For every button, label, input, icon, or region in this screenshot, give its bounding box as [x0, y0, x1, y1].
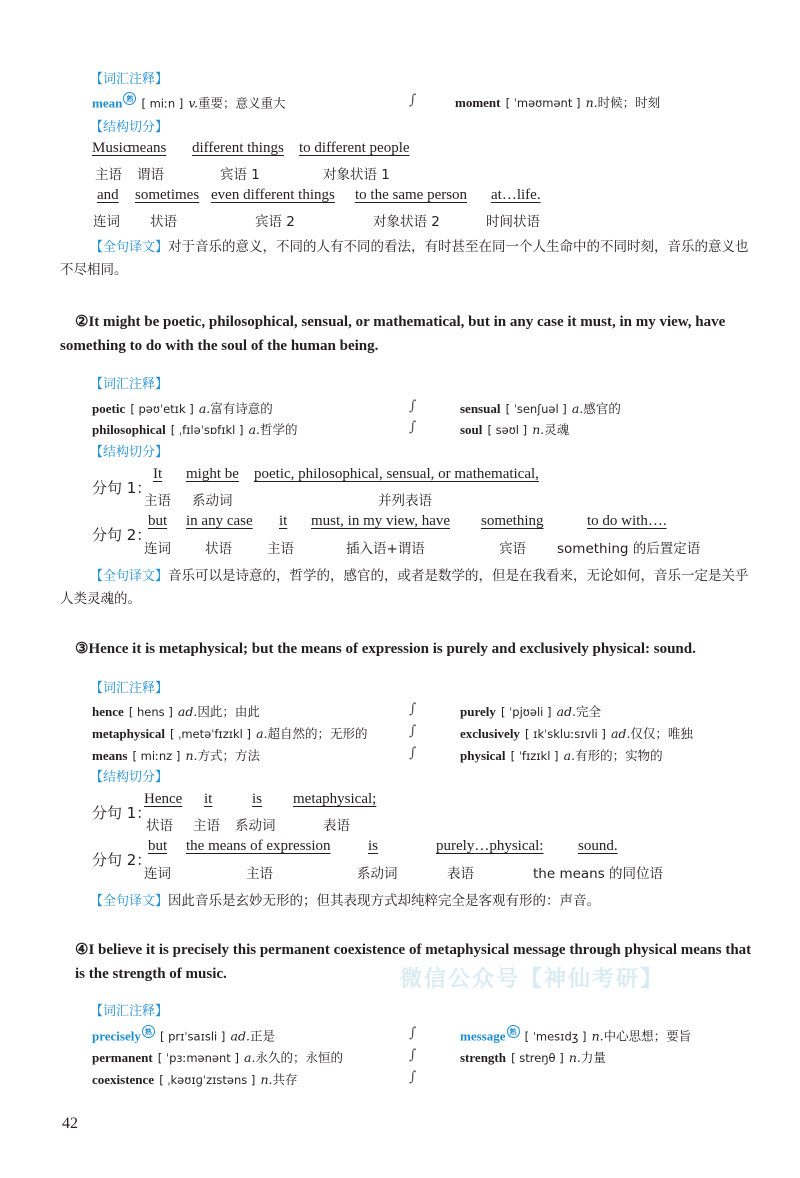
seg-zh: 对象状语 2 [373, 214, 440, 230]
seg-zh: 主语 [144, 493, 171, 509]
seg-en: It [153, 466, 163, 482]
seg-zh: 系动词 [192, 493, 233, 509]
seg-en: purely…physical: [436, 838, 544, 854]
seg-en: at…life. [491, 187, 541, 203]
seg-en: in any case [186, 513, 253, 529]
seg-en: Music [92, 140, 130, 156]
seg-en: but [148, 513, 168, 529]
seg-en: is [252, 791, 263, 807]
seg-en: it [279, 513, 288, 529]
seg-zh: 主语 [193, 818, 220, 834]
seg-en: and [97, 187, 119, 203]
vocab-entry-exclusively: exclusively [ ɪkˈskluːsɪvli ] ad.仅仅；唯独 [460, 726, 693, 741]
seg-zh: 状语 [150, 214, 177, 230]
vocab-entry-coexistence: coexistence [ ˌkəʊɪɡˈzɪstəns ] n.共存 [92, 1072, 298, 1087]
seg-en: something [481, 513, 544, 529]
seg-en: to different people [299, 140, 410, 156]
seg-zh: 谓语 [137, 167, 164, 183]
seg-en: the means of expression [186, 838, 331, 854]
structure-header-2: 【结构切分】 [90, 445, 169, 460]
translation-2: 【全句译文】音乐可以是诗意的，哲学的，感官的，或者是数学的，但是在我看来，无论如何，音乐一定是关乎人类灵魂的。 [60, 568, 749, 607]
seg-zh: 主语 [95, 167, 122, 183]
vocab-entry-message: message 熟 [ ˈmesɪdʒ ] n.中心思想；要旨 [460, 1027, 692, 1044]
vocab-entry-sensual: sensual [ ˈsenʃuəl ] a.感官的 [460, 401, 621, 416]
structure-header-0: 【结构切分】 [90, 120, 169, 135]
seg-zh: 并列表语 [378, 493, 432, 509]
separator-mark: ∫ [409, 1047, 417, 1063]
seg-en: poetic, philosophical, sensual, or mathematical, [254, 466, 539, 482]
vocab-entry-soul: soul [ səʊl ] n.灵魂 [460, 422, 570, 437]
vocab-entry-physical: physical [ ˈfɪzɪkl ] a.有形的；实物的 [460, 748, 663, 763]
separator-mark: ∫ [409, 92, 417, 108]
seg-zh: 连词 [144, 541, 171, 557]
seg-en: Hence [144, 791, 183, 807]
seg-zh: 系动词 [235, 818, 276, 834]
seg-en: sometimes [135, 187, 200, 203]
seg-zh: 状语 [205, 541, 232, 557]
vocab-header-3: 【词汇注释】 [90, 681, 169, 696]
vocab-entry-metaphysical: metaphysical [ ˌmetəˈfɪzɪkl ] a.超自然的；无形的 [92, 726, 368, 741]
page-number: 42 [62, 1115, 78, 1132]
seg-zh: 时间状语 [486, 214, 540, 230]
translation-3: 【全句译文】因此音乐是玄妙无形的；但其表现方式却纯粹完全是客观有形的：声音。 [90, 893, 601, 909]
seg-zh: 宾语 2 [255, 214, 295, 230]
sentence-number: ② [75, 314, 89, 330]
sentence-number: ④ [75, 942, 89, 958]
seg-en: sound. [578, 838, 618, 854]
separator-mark: ∫ [409, 1025, 417, 1041]
seg-en: must, in my view, have [311, 513, 451, 529]
separator-mark: ∫ [409, 419, 417, 435]
seg-zh: 插入语+谓语 [346, 541, 425, 557]
vocab-entry-means: means [ miːnz ] n.方式；方法 [92, 748, 261, 763]
familiar-badge-icon: 熟 [507, 1025, 520, 1038]
seg-en: it [204, 791, 213, 807]
clause-label: 分句 2： [92, 526, 152, 544]
seg-en: means [128, 140, 167, 156]
sentence-3: ③Hence it is metaphysical; but the means of expression is purely and exclusively physical: sound. [75, 641, 696, 657]
vocab-entry-mean: mean 熟 [ miːn ] v.重要；意义重大 [92, 94, 286, 111]
clause-label: 分句 2： [92, 851, 152, 869]
seg-zh: 宾语 1 [220, 167, 260, 183]
vocab-header-2: 【词汇注释】 [90, 377, 169, 392]
seg-en: might be [186, 466, 239, 482]
seg-zh: 状语 [146, 818, 173, 834]
seg-en: is [368, 838, 379, 854]
vocab-header-4: 【词汇注释】 [90, 1004, 169, 1019]
seg-zh: 连词 [93, 214, 120, 230]
vocab-entry-permanent: permanent [ ˈpɜːmənənt ] a.永久的；永恒的 [92, 1050, 343, 1065]
seg-en: to the same person [355, 187, 468, 203]
seg-zh: 表语 [447, 866, 474, 882]
seg-zh: something 的后置定语 [557, 541, 701, 557]
separator-mark: ∫ [409, 1069, 417, 1085]
sentence-2: ②It might be poetic, philosophical, sensual, or mathematical, but in any case it must, in my view, have something to do with the soul of the human being. [60, 314, 726, 354]
separator-mark: ∫ [409, 723, 417, 739]
seg-zh: 宾语 [499, 541, 526, 557]
sentence-4: ④I believe it is precisely this permanent coexistence of metaphysical message through physical means that is the strength of music. [75, 942, 752, 982]
seg-zh: 主语 [246, 866, 273, 882]
seg-zh: 主语 [267, 541, 294, 557]
vocab-entry-purely: purely [ ˈpjʊəli ] ad.完全 [460, 704, 602, 719]
vocab-entry-strength: strength [ streŋθ ] n.力量 [460, 1050, 606, 1065]
familiar-badge-icon: 熟 [123, 92, 136, 105]
vocab-header-0: 【词汇注释】 [90, 72, 169, 87]
clause-label: 分句 1： [92, 479, 152, 497]
vocab-word: mean [92, 95, 123, 111]
separator-mark: ∫ [409, 398, 417, 414]
seg-zh: the means 的同位语 [533, 866, 664, 882]
vocab-entry-hence: hence [ hens ] ad.因此；由此 [92, 704, 260, 719]
separator-mark: ∫ [409, 701, 417, 717]
clause-label: 分句 1： [92, 804, 152, 822]
familiar-badge-icon: 熟 [142, 1025, 155, 1038]
vocab-entry-moment: moment [ ˈməʊmənt ] n.时候；时刻 [455, 95, 661, 110]
seg-zh: 系动词 [357, 866, 398, 882]
vocab-entry-precisely: precisely 熟 [ prɪˈsaɪsli ] ad.正是 [92, 1027, 275, 1044]
vocab-entry-poetic: poetic [ pəʊˈetɪk ] a.富有诗意的 [92, 401, 273, 416]
seg-zh: 连词 [144, 866, 171, 882]
seg-zh: 表语 [323, 818, 350, 834]
seg-en: different things [192, 140, 284, 156]
structure-header-3: 【结构切分】 [90, 770, 169, 785]
vocab-entry-philosophical: philosophical [ ˌfɪləˈsɒfɪkl ] a.哲学的 [92, 422, 298, 437]
separator-mark: ∫ [409, 745, 417, 761]
seg-en: but [148, 838, 168, 854]
translation-0: 【全句译文】对于音乐的意义，不同的人有不同的看法，有时甚至在同一个人生命中的不同时刻，音乐的意义也不尽相同。 [60, 239, 749, 278]
seg-zh: 对象状语 1 [323, 167, 390, 183]
watermark: 微信公众号【神仙考研】 [400, 967, 665, 992]
sentence-number: ③ [75, 641, 89, 657]
seg-en: metaphysical; [293, 791, 377, 807]
seg-en: to do with…. [587, 513, 667, 529]
seg-en: even different things [211, 187, 335, 203]
